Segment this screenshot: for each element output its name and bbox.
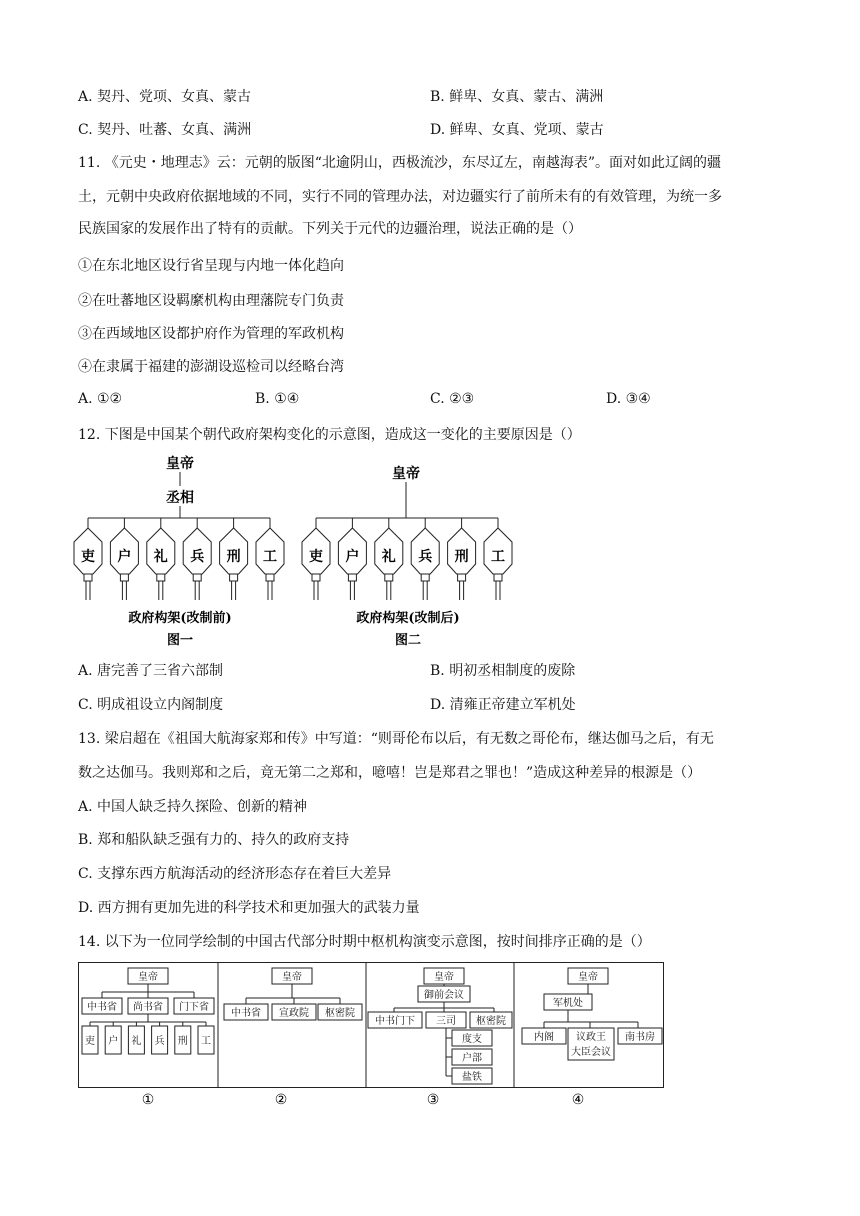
figure1-org-chart [74,455,284,648]
q11-stem-line3: 民族国家的发展作出了特有的贡献。下列关于元代的边疆治理，说法正确的是（） [78,221,582,237]
p1-ministry-5 [175,1022,191,1054]
p2-mid-3: 枢密院 [325,1008,355,1019]
p3-sub-1: 度支 [462,1034,482,1045]
p1-ministry-2 [105,1022,121,1054]
figure2-ministry-2 [338,518,366,600]
q10-option-b: B. 鲜卑、女真、蒙古、满洲 [430,89,604,105]
q10-option-c: C. 契丹、吐蕃、女真、满洲 [78,122,252,138]
figure2-ministry-5 [448,518,476,600]
q12-option-b: B. 明初丞相制度的废除 [430,663,576,679]
q11-stem-line2: 土，元朝中央政府依据地域的不同，实行不同的管理办法，对边疆实行了前所未有的有效管理，为统一多 [78,189,722,205]
p3-sub-3: 盐铁 [462,1072,482,1083]
p2-mid-2: 宣政院 [279,1008,309,1019]
p3-top: 皇帝 [434,972,454,983]
p1-ministry-label: 兵 [154,1036,165,1047]
q11-option-b: B. ①④ [255,391,300,407]
p1-ministry-1 [82,1022,98,1054]
q11-statement-2: ②在吐蕃地区设羁縻机构由理藩院专门负责 [78,293,344,309]
p2-mid-1: 中书省 [231,1008,261,1019]
p2-number: ② [274,1092,288,1108]
p4-mid-1: 内阁 [534,1032,554,1043]
p1-ministry-label: 户 [108,1036,119,1047]
p3-mid-1: 中书门下 [375,1016,415,1027]
figure1-ministry-6 [256,518,284,600]
p4-jjc: 军机处 [553,998,583,1009]
figure1-ministry-label: 兵 [190,549,205,565]
q13-option-c: C. 支撑东西方航海活动的经济形态存在着巨大差异 [78,866,392,882]
q13-stem-line2: 数之达伽马。我则郑和之后，竟无第二之郑和，噫嘻！岂是郑君之罪也！”造成这种差异的根源是（） [78,765,702,781]
figure2-ministry-label: 吏 [309,549,323,565]
p1-mid-2: 尚书省 [133,1002,163,1013]
figure1-ministry-label: 礼 [153,549,168,565]
q12-option-a: A. 唐完善了三省六部制 [78,663,224,679]
q11-statement-1: ①在东北地区设行省呈现与内地一体化趋向 [78,258,344,274]
q13-option-d: D. 西方拥有更加先进的科学技术和更加强大的武装力量 [78,900,420,916]
p1-ministry-3 [128,1022,144,1054]
q14-figure [78,962,666,1112]
figure1-chancellor: 丞相 [166,490,194,506]
p1-bottom-ministries [82,1022,214,1054]
p4-mid-2-extra: 大臣会议 [571,1047,611,1058]
figure2-caption: 政府构架(改制后) [356,611,460,626]
q11-option-d: D. ③④ [606,391,651,407]
p3-mid-3: 枢密院 [476,1016,506,1027]
p3-number: ③ [426,1092,440,1108]
q13-option-a: A. 中国人缺乏持久探险、创新的精神 [78,799,308,815]
p2-top: 皇帝 [282,972,302,983]
p1-ministry-4 [152,1022,168,1054]
figure2-ministries [302,518,512,600]
figure2-emperor: 皇帝 [392,466,420,482]
p1-mid-1: 中书省 [87,1002,117,1013]
q12-option-c: C. 明成祖设立内阁制度 [78,697,224,713]
q10-option-a: A. 契丹、党项、女真、蒙古 [78,89,252,105]
figure2-ministry-6 [484,518,512,600]
q11-stem-line1: 11. 《元史・地理志》云：元朝的版图“北逾阴山，西极流沙，东尽辽左，南越海表”。面对如此辽阔的疆 [78,155,722,171]
q10-option-d: D. 鲜卑、女真、党项、蒙古 [430,122,604,138]
p1-ministry-6 [198,1022,214,1054]
figure2-ministry-4 [411,518,439,600]
p1-ministry-label: 工 [201,1036,211,1047]
q14-stem: 14. 以下为一位同学绘制的中国古代部分时期中枢机构演变示意图，按时间排序正确的是（） [78,934,651,950]
figure1-emperor: 皇帝 [166,456,194,472]
figure1-caption: 政府构架(改制前) [128,611,232,626]
figure2-label: 图二 [394,633,422,648]
q11-statement-3: ③在西域地区设都护府作为管理的军政机构 [78,326,344,342]
p3-council: 御前会议 [424,990,464,1001]
q13-stem-line1: 13. 梁启超在《祖国大航海家郑和传》中写道：“则哥伦布以后，有无数之哥伦布，继达伽马之后，有无 [78,731,714,747]
p4-mid-3: 南书房 [625,1032,655,1043]
figure1-ministry-label: 刑 [226,549,241,565]
figure1-ministry-4 [183,518,211,600]
p1-number: ① [141,1092,155,1108]
p4-mid-2: 议政王 [576,1032,606,1043]
q12-figure [70,448,530,658]
figure2-ministry-label: 户 [345,549,360,565]
p4-number: ④ [571,1092,585,1108]
figure1-ministry-5 [220,518,248,600]
q11-statement-4: ④在隶属于福建的澎湖设巡检司以经略台湾 [78,359,344,375]
p3-mid-2: 三司 [436,1016,456,1027]
figure2-ministry-3 [375,518,403,600]
figure2-ministry-label: 刑 [454,549,469,565]
q12-option-d: D. 清雍正帝建立军机处 [430,697,576,713]
q11-option-a: A. ①② [78,391,123,407]
figure1-ministry-label: 吏 [81,549,95,565]
figure2-ministry-label: 礼 [381,549,396,565]
figure1-ministry-1 [74,518,102,600]
figure1-ministry-label: 工 [263,549,277,565]
p1-mid-3: 门下省 [179,1002,209,1013]
p4-top: 皇帝 [578,972,598,983]
p1-ministry-label: 礼 [131,1036,142,1047]
p3-sub-2: 户部 [462,1053,482,1064]
figure1-ministries [74,518,284,600]
figure1-ministry-2 [110,518,138,600]
figure2-ministry-1 [302,518,330,600]
q11-option-c: C. ②③ [430,391,475,407]
p1-ministry-label: 刑 [177,1036,188,1047]
figure2-ministry-label: 工 [491,549,505,565]
p1-ministry-label: 吏 [85,1036,95,1047]
figure2-org-chart [302,465,512,648]
figure1-label: 图一 [166,633,194,648]
figure1-ministry-3 [147,518,175,600]
p1-top: 皇帝 [138,972,158,983]
figure2-ministry-label: 兵 [418,549,433,565]
q13-option-b: B. 郑和船队缺乏强有力的、持久的政府支持 [78,832,350,848]
q12-stem: 12. 下图是中国某个朝代政府架构变化的示意图，造成这一变化的主要原因是（） [78,427,581,443]
figure1-ministry-label: 户 [117,549,132,565]
